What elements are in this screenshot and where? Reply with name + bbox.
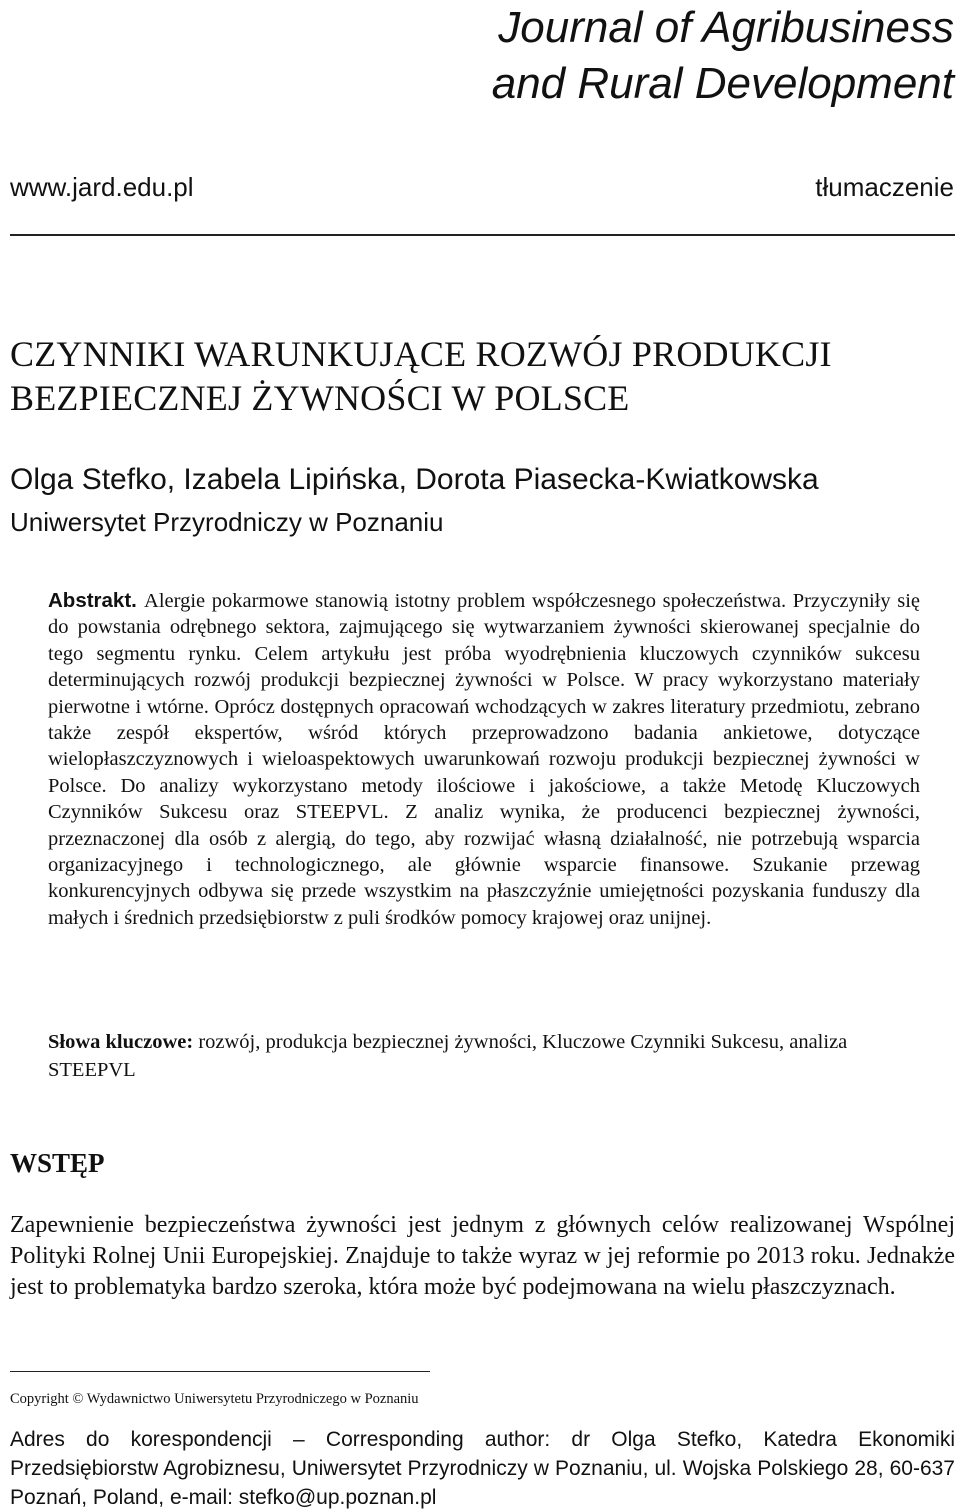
keywords-text: rozwój, produkcja bezpiecznej żywności, Kluczowe Czynniki Sukcesu, analiza STEEPVL [48,1031,848,1081]
article-title-line1: CZYNNIKI WARUNKUJĄCE ROZWÓJ PRODUKCJI [10,334,832,374]
article-title-line2: BEZPIECZNEJ ŻYWNOŚCI W POLSCE [10,378,630,418]
section-heading-intro: WSTĘP [10,1148,105,1178]
article-authors: Olga Stefko, Izabela Lipińska, Dorota Piasecka-Kwiatkowska [10,463,819,496]
intro-paragraph: Zapewnienie bezpieczeństwa żywności jest jednym z głównych celów realizowanej Wspólnej Polityki Rolnej Unii Europejskiej. Znajduje to także wyraz w jej reformie po 2013 roku. Jednakże jest to problematyka bardzo szeroka, która może być podejmowana na wielu płaszczyznach. [10,1212,955,1300]
abstract-text: Alergie pokarmowe stanowią istotny problem współczesnego społeczeństwa. Przyczyniły się do powstania odrębnego sektora, zajmującego się wytwarzaniem żywności skierowanej specjalnie do tego segmentu rynku. Celem artykułu jest próba wyodrębnienia kluczowych czynników sukcesu determinujących rozwój produkcji bezpiecznej żywności w Polsce. W pracy wykorzystano materiały pierwotne i wtórne. Oprócz dostępnych opracowań wchodzących w zakres literatury przedmiotu, zebrano także zespół ekspertów, wśród których przeprowadzono badania ankietowe, dotyczące wielopłaszczyznowych i wieloaspektowych uwarunkowań rozwoju produkcji bezpiecznej żywności w Polsce. Do analizy wykorzystano metody ilościowe i jakościowe, a także Metodę Kluczowych Czynników Sukcesu oraz STEEPVL. Z analiz wynika, że producenci bezpiecznej żywności, przeznaczonej dla osób z alergią, do tego, aby rozwijać własną działalność, nie potrzebują wsparcia organizacyjnego i technologicznego, ale głównie wsparcie finansowe. Szukanie przewag konkurencyjnych odbywa się przede wszystkim na płaszczyźnie umiejętności pozyskania funduszy dla małych i średnich przedsiębiorstw z puli środków pomocy krajowej oraz unijnej. [48,590,920,929]
article-title [10,332,955,420]
copyright-note: Copyright © Wydawnictwo Uniwersytetu Przyrodniczego w Poznaniu [10,1391,419,1407]
keywords-label: Słowa kluczowe: [48,1031,199,1053]
correspondence-note: Adres do korespondencji – Corresponding author: dr Olga Stefko, Katedra Ekonomiki Przedsiębiorstw Agrobiznesu, Uniwersytet Przyrodniczy w Poznaniu, ul. Wojska Polskiego 28, 60-637 Poznań, Poland, e-mail: stefko@up.poznan.pl [10,1428,955,1509]
journal-title-line1: Journal of Agribusiness [498,3,954,52]
keywords-paragraph [48,1028,920,1084]
journal-website[interactable]: www.jard.edu.pl [10,172,194,202]
article-affiliation: Uniwersytet Przyrodniczy w Poznaniu [10,507,444,537]
abstract-label: Abstrakt. [48,589,145,612]
abstract-paragraph [48,588,920,931]
article-kind-label: tłumaczenie [815,172,954,202]
journal-title [492,0,954,112]
journal-title-line2: and Rural Development [491,59,954,108]
footnote-divider [10,1371,430,1372]
header-divider [10,234,955,236]
